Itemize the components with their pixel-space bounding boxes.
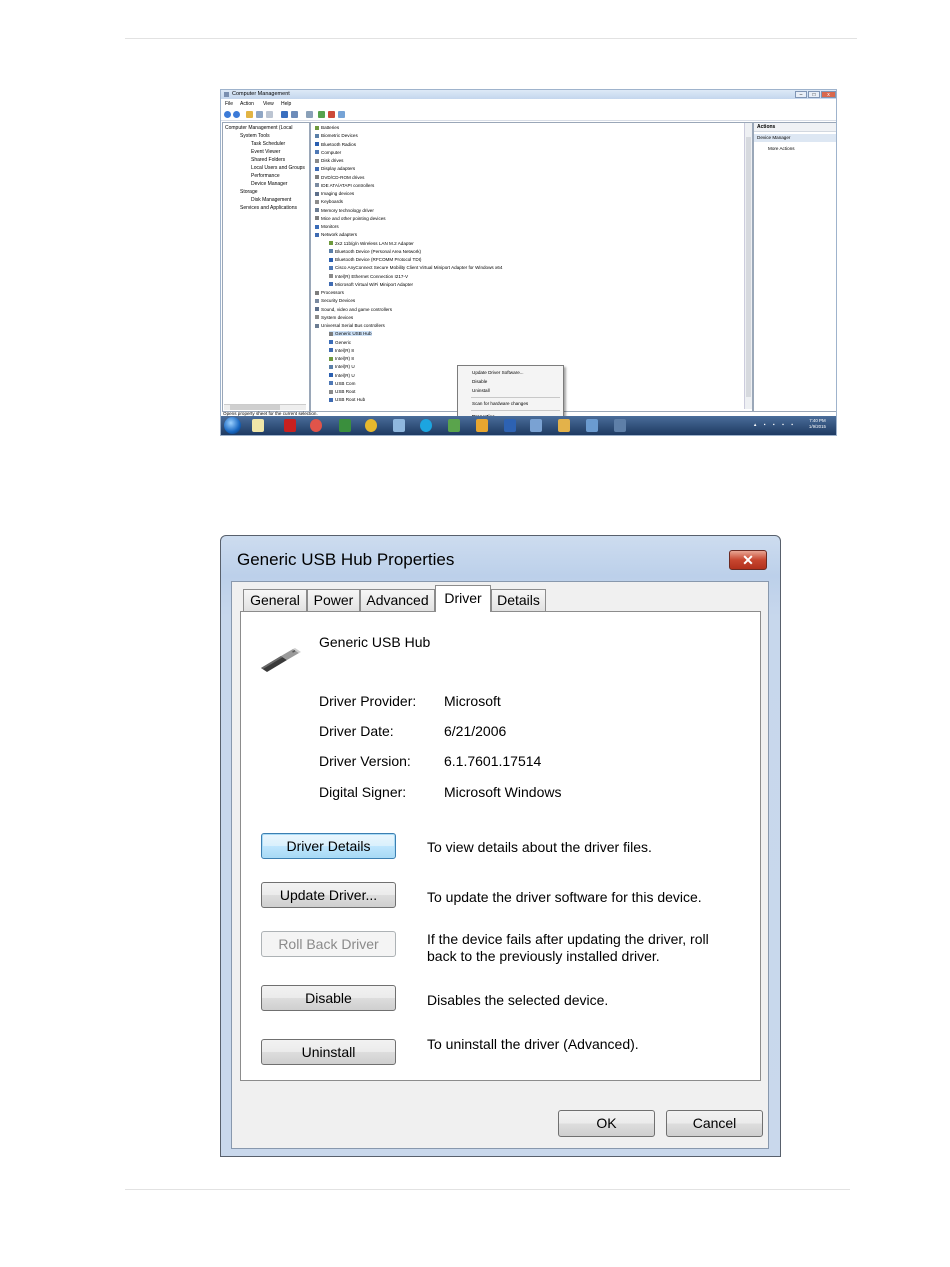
clock-time: 7:40 PM bbox=[809, 418, 826, 423]
actions-device-manager[interactable]: Device Manager bbox=[757, 135, 791, 140]
device-icon bbox=[315, 192, 319, 196]
tab-driver[interactable]: Driver bbox=[435, 585, 491, 612]
menu-file[interactable]: File bbox=[225, 101, 234, 107]
tree-item[interactable]: Computer Management (Local bbox=[225, 125, 293, 131]
device-icon bbox=[315, 126, 319, 130]
tree-item[interactable]: Task Scheduler bbox=[251, 141, 286, 147]
driver-version-label: Driver Version: bbox=[319, 753, 411, 769]
properties-dialog bbox=[220, 535, 781, 1157]
cm-menubar bbox=[221, 100, 836, 108]
device-label: Imaging devices bbox=[321, 191, 355, 196]
up-folder-icon[interactable] bbox=[246, 111, 253, 118]
device-label: Universal Serial Bus controllers bbox=[321, 323, 385, 328]
device-item[interactable] bbox=[329, 381, 355, 386]
device-icon bbox=[329, 373, 333, 377]
device-item[interactable] bbox=[329, 397, 365, 402]
device-category[interactable] bbox=[315, 208, 374, 213]
device-label: Monitors bbox=[321, 224, 339, 229]
device-label: Intel(R) 8 bbox=[335, 356, 354, 361]
device-label: Microsoft Virtual WiFi Miniport Adapter bbox=[335, 281, 414, 287]
help-icon[interactable] bbox=[281, 111, 288, 118]
device-category[interactable] bbox=[315, 166, 355, 171]
tab-power[interactable]: Power bbox=[307, 589, 360, 611]
device-category[interactable] bbox=[315, 191, 354, 196]
device-label: Biometric Devices bbox=[321, 133, 358, 139]
device-icon bbox=[329, 398, 333, 402]
acrobat-taskbar-icon[interactable] bbox=[284, 419, 296, 432]
taskbar-clock[interactable] bbox=[809, 418, 826, 430]
tree-item[interactable]: Shared Folders bbox=[251, 157, 286, 163]
device-item[interactable] bbox=[329, 282, 413, 287]
excel-taskbar-icon[interactable] bbox=[339, 419, 351, 432]
device-icon bbox=[315, 307, 319, 311]
network-taskbar-icon[interactable] bbox=[310, 419, 322, 432]
device-item[interactable] bbox=[329, 389, 355, 394]
forward-arrow-icon[interactable] bbox=[233, 111, 240, 118]
device-label: Intel(R) Ethernet Connection I217-V bbox=[335, 273, 409, 279]
device-label: USB Root bbox=[335, 389, 356, 394]
dialog-close-button[interactable]: ✕ bbox=[729, 550, 767, 570]
folder-taskbar-icon[interactable] bbox=[558, 419, 570, 432]
device-item[interactable] bbox=[329, 265, 502, 270]
driver-provider-value: Microsoft bbox=[444, 693, 501, 709]
uninstall-icon[interactable] bbox=[328, 111, 335, 118]
actions-header: Actions bbox=[757, 124, 776, 130]
device-icon bbox=[315, 216, 319, 220]
device-label: Intel(R) U bbox=[335, 364, 355, 370]
cancel-button[interactable]: Cancel bbox=[666, 1110, 763, 1137]
device-label: Cisco AnyConnect Secure Mobility Client Virtual Miniport Adapter for Windows x64 bbox=[335, 265, 503, 271]
tree-horizontal-scrollbar[interactable] bbox=[224, 404, 306, 410]
driver-version-value: 6.1.7601.17514 bbox=[444, 753, 542, 769]
driver-date-value: 6/21/2006 bbox=[444, 723, 507, 739]
device-icon bbox=[315, 299, 319, 303]
tree-item[interactable]: Performance bbox=[251, 173, 280, 179]
device-icon bbox=[315, 134, 319, 138]
notes-taskbar-icon[interactable] bbox=[252, 419, 264, 432]
device-icon bbox=[329, 274, 333, 278]
device-label: Security Devices bbox=[321, 298, 356, 304]
device-icon bbox=[315, 142, 319, 146]
digital-signer-label: Digital Signer: bbox=[319, 784, 407, 800]
maximize-button[interactable]: □ bbox=[808, 91, 820, 98]
device-icon bbox=[329, 258, 333, 262]
console-tree bbox=[222, 122, 310, 412]
update-driver-icon[interactable] bbox=[318, 111, 325, 118]
device-icon bbox=[329, 390, 333, 394]
device-label: IDE ATA/ATAPI controllers bbox=[321, 182, 375, 188]
tree-item[interactable]: Device Manager bbox=[251, 181, 288, 187]
device-icon bbox=[315, 150, 319, 154]
tree-item[interactable]: Disk Management bbox=[251, 197, 292, 203]
context-uninstall[interactable]: Uninstall bbox=[472, 388, 490, 393]
device-label: Keyboards bbox=[321, 199, 343, 205]
taskbar bbox=[221, 416, 836, 435]
device-item[interactable] bbox=[329, 257, 421, 262]
tool-taskbar-icon[interactable] bbox=[393, 419, 405, 432]
ok-button[interactable]: OK bbox=[558, 1110, 655, 1137]
context-scan-hardware[interactable]: Scan for hardware changes bbox=[472, 401, 529, 406]
minimize-button[interactable]: – bbox=[795, 91, 807, 98]
device-item[interactable] bbox=[329, 249, 421, 254]
dialog-body bbox=[231, 581, 769, 1149]
system-tray-icons[interactable]: ▴ ▪ ▪ ▪ ▪ bbox=[753, 422, 796, 428]
menu-view[interactable]: View bbox=[263, 101, 274, 107]
device-category[interactable] bbox=[315, 133, 358, 138]
cm-window-title: Computer Management bbox=[232, 91, 290, 97]
device-icon bbox=[315, 159, 319, 163]
device-label: Disk drives bbox=[321, 158, 344, 163]
close-button[interactable]: x bbox=[821, 91, 836, 98]
device-item[interactable] bbox=[329, 241, 414, 246]
clock-date: 1/9/2015 bbox=[808, 424, 826, 429]
tab-general[interactable]: General bbox=[243, 589, 307, 611]
device-icon bbox=[329, 249, 333, 253]
device-label: Generic USB Hub bbox=[335, 331, 372, 337]
device-item[interactable] bbox=[329, 348, 354, 353]
top-rule bbox=[125, 38, 857, 39]
device-label: Generic bbox=[335, 339, 352, 345]
tree-item[interactable]: Storage bbox=[240, 189, 258, 195]
device-category[interactable] bbox=[315, 290, 344, 295]
device-category[interactable] bbox=[315, 307, 392, 312]
dialog-title: Generic USB Hub Properties bbox=[237, 550, 455, 569]
photos-taskbar-icon[interactable] bbox=[586, 419, 598, 432]
device-category[interactable] bbox=[315, 216, 386, 221]
device-icon bbox=[329, 340, 333, 344]
bottom-rule bbox=[125, 1189, 850, 1190]
device-label: Computer bbox=[321, 149, 342, 155]
device-label: Batteries bbox=[321, 125, 340, 130]
digital-signer-value: Microsoft Windows bbox=[444, 784, 562, 800]
device-list-scrollbar[interactable] bbox=[744, 123, 752, 409]
device-label: Mice and other pointing devices bbox=[321, 215, 386, 221]
device-category[interactable] bbox=[315, 315, 353, 320]
device-label: System devices bbox=[321, 314, 354, 320]
device-icon bbox=[329, 282, 333, 286]
driver-date-label: Driver Date: bbox=[319, 723, 394, 739]
device-label: Bluetooth Device (RFCOMM Protocol TDI) bbox=[335, 257, 422, 262]
chrome-taskbar-icon[interactable] bbox=[365, 419, 377, 432]
driver-details-button[interactable]: Driver Details bbox=[261, 833, 396, 859]
driver-tab-panel bbox=[240, 611, 761, 1081]
device-icon bbox=[315, 324, 319, 328]
device-icon bbox=[329, 332, 333, 336]
device-category[interactable] bbox=[315, 224, 339, 229]
device-item[interactable] bbox=[329, 340, 351, 345]
menu-help[interactable]: Help bbox=[281, 101, 292, 107]
device-icon bbox=[315, 208, 319, 212]
device-item[interactable] bbox=[329, 331, 372, 336]
device-icon bbox=[315, 183, 319, 187]
device-label: Intel(R) U bbox=[335, 372, 355, 378]
device-icon bbox=[329, 348, 333, 352]
device-icon bbox=[315, 233, 319, 237]
uninstall-description: To uninstall the driver (Advanced). bbox=[427, 1036, 639, 1052]
device-icon bbox=[315, 167, 319, 171]
device-category[interactable] bbox=[315, 323, 385, 328]
scan-icon[interactable] bbox=[306, 111, 313, 118]
device-item[interactable] bbox=[329, 373, 355, 378]
computer-management-icon bbox=[224, 92, 229, 97]
device-category[interactable] bbox=[315, 158, 343, 163]
context-disable[interactable]: Disable bbox=[472, 379, 488, 384]
show-hide-tree-icon[interactable] bbox=[256, 111, 263, 118]
tab-advanced[interactable]: Advanced bbox=[360, 589, 435, 611]
view-icon[interactable] bbox=[291, 111, 298, 118]
device-icon bbox=[329, 241, 333, 245]
device-list bbox=[310, 122, 753, 412]
device-item[interactable] bbox=[329, 274, 408, 279]
update-driver-button[interactable]: Update Driver... bbox=[261, 882, 396, 908]
device-label: Bluetooth Radios bbox=[321, 141, 356, 147]
device-icon bbox=[329, 365, 333, 369]
device-label: 2x2 11b/g/n Wireless LAN M.2 Adapter bbox=[335, 240, 414, 246]
context-separator bbox=[471, 397, 560, 398]
device-label: Display adapters bbox=[321, 166, 356, 172]
computer-management-window bbox=[220, 89, 837, 436]
device-category[interactable] bbox=[315, 175, 364, 180]
actions-pane bbox=[753, 122, 837, 412]
device-category[interactable] bbox=[315, 199, 343, 204]
device-category[interactable] bbox=[315, 232, 357, 237]
tree-item[interactable]: Local Users and Groups bbox=[251, 165, 305, 171]
device-category[interactable] bbox=[315, 142, 356, 147]
device-icon bbox=[315, 200, 319, 204]
device-label: Sound, video and game controllers bbox=[321, 306, 392, 312]
device-label: Processors bbox=[321, 290, 344, 295]
tab-details[interactable]: Details bbox=[491, 589, 546, 611]
enable-icon[interactable] bbox=[338, 111, 345, 118]
device-category[interactable] bbox=[315, 183, 374, 188]
device-label: USB Root Hub bbox=[335, 397, 366, 403]
usb-hub-icon bbox=[257, 646, 305, 674]
start-button[interactable] bbox=[224, 417, 241, 434]
cm-titlebar bbox=[221, 90, 836, 99]
device-icon bbox=[329, 266, 333, 270]
device-label: Bluetooth Device (Personal Area Network) bbox=[335, 248, 422, 254]
tree-item[interactable]: Services and Applications bbox=[240, 205, 297, 211]
properties-icon[interactable] bbox=[266, 111, 273, 118]
more-actions-link[interactable]: More Actions bbox=[768, 146, 795, 151]
update-driver-description: To update the driver software for this device. bbox=[427, 889, 702, 905]
menu-action[interactable]: Action bbox=[240, 101, 254, 107]
device-category[interactable] bbox=[315, 150, 341, 155]
device-icon bbox=[315, 291, 319, 295]
window-taskbar-icon[interactable] bbox=[530, 419, 542, 432]
device-item[interactable] bbox=[329, 364, 355, 369]
device-label: DVD/CD-ROM drives bbox=[321, 174, 365, 180]
device-item[interactable] bbox=[329, 356, 354, 361]
tree-item[interactable]: System Tools bbox=[240, 133, 270, 139]
driver-details-description: To view details about the driver files. bbox=[427, 839, 652, 855]
disable-description: Disables the selected device. bbox=[427, 992, 609, 1008]
device-category[interactable] bbox=[315, 298, 355, 303]
device-icon bbox=[315, 225, 319, 229]
device-label: Network adapters bbox=[321, 232, 358, 238]
tree-item[interactable]: Event Viewer bbox=[251, 149, 281, 155]
device-label: Intel(R) 8 bbox=[335, 347, 354, 353]
back-arrow-icon[interactable] bbox=[224, 111, 231, 118]
device-icon bbox=[315, 175, 319, 179]
device-name: Generic USB Hub bbox=[319, 634, 431, 650]
uninstall-button[interactable]: Uninstall bbox=[261, 1039, 396, 1065]
project-taskbar-icon[interactable] bbox=[448, 419, 460, 432]
device-icon bbox=[329, 357, 333, 361]
roll-back-driver-description: If the device fails after updating the driver, roll back to the previously installed driver. bbox=[427, 931, 709, 964]
device-manager-taskbar-icon[interactable] bbox=[614, 419, 626, 432]
device-label: Memory technology driver bbox=[321, 207, 374, 213]
device-category[interactable] bbox=[315, 125, 339, 130]
outlook-taskbar-icon[interactable] bbox=[476, 419, 488, 432]
disable-button[interactable]: Disable bbox=[261, 985, 396, 1011]
device-icon bbox=[315, 315, 319, 319]
status-bar: Opens property sheet for the current selection. bbox=[223, 411, 318, 416]
word-taskbar-icon[interactable] bbox=[504, 419, 516, 432]
skype-taskbar-icon[interactable] bbox=[420, 419, 432, 432]
cm-toolbar bbox=[221, 109, 836, 121]
driver-provider-label: Driver Provider: bbox=[319, 693, 417, 709]
context-update-driver-software[interactable]: Update Driver Software... bbox=[472, 370, 524, 375]
roll-back-driver-button[interactable]: Roll Back Driver bbox=[261, 931, 396, 957]
device-icon bbox=[329, 381, 333, 385]
device-label: USB Com bbox=[335, 380, 356, 386]
